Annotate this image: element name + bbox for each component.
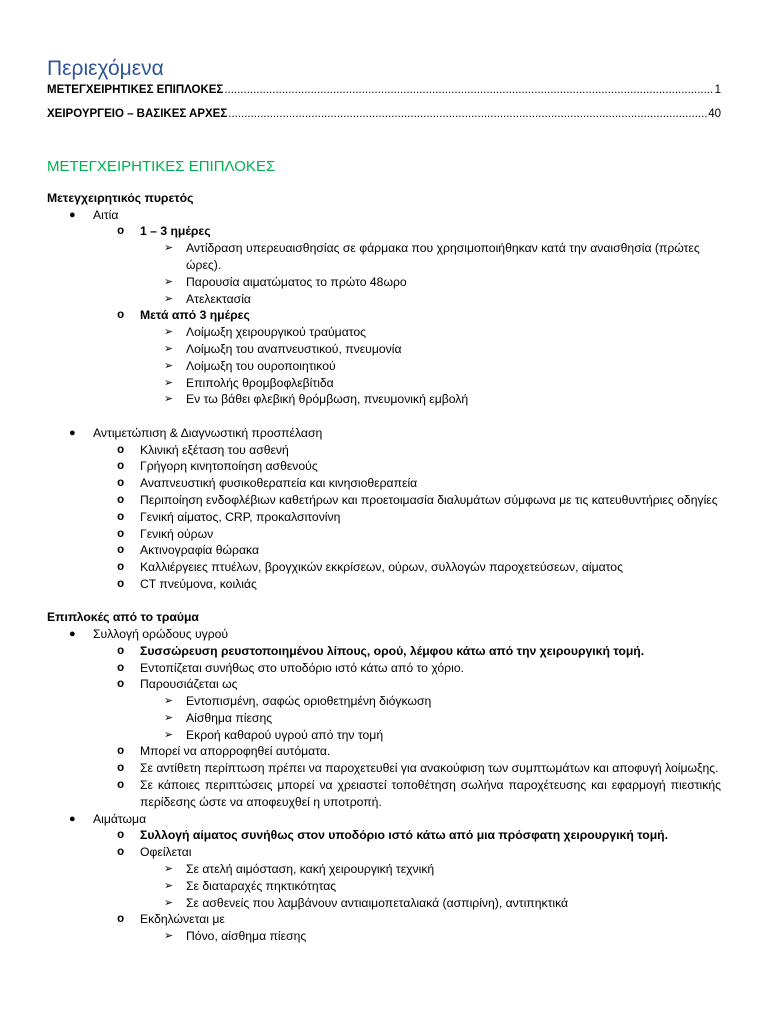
list-item-text: Εν τω βάθει φλεβική θρόμβωση, πνευμονική εμβολή xyxy=(186,392,469,407)
list-item xyxy=(47,693,721,710)
list-item-text: Εκδηλώνεται με xyxy=(140,912,225,927)
list-item-text: Συλλογή ορώδους υγρού xyxy=(93,626,229,641)
list-item xyxy=(47,223,721,240)
list-item-text: Κλινική εξέταση του ασθενή xyxy=(140,442,289,457)
list-item xyxy=(47,475,721,492)
circle-marker: o xyxy=(117,543,125,558)
list-item-text: Παρουσία αιματώματος το πρώτο 48ωρο xyxy=(186,274,407,289)
subheading: Μετεγχειρητικός πυρετός xyxy=(47,191,194,205)
circle-marker: o xyxy=(117,526,125,541)
list-item-text: Ατελεκτασία xyxy=(186,291,251,306)
bullet-marker: ● xyxy=(69,208,76,221)
list-item xyxy=(47,760,721,777)
list-item xyxy=(47,676,721,693)
list-item xyxy=(47,727,721,744)
list-item xyxy=(47,391,721,408)
circle-marker: o xyxy=(117,308,125,323)
list-item-text: Περιποίηση ενδοφλέβιων καθετήρων και προετοιμασία διαλυμάτων σύμφωνα με τις κατευθυντήριες οδηγίες xyxy=(140,492,718,507)
bullet-marker: ● xyxy=(69,426,76,439)
arrow-marker: ➢ xyxy=(164,292,174,305)
list-item xyxy=(47,811,721,828)
list-item xyxy=(47,291,721,308)
list-item-text: Συλλογή αίματος συνήθως στον υποδόριο ιστό κάτω από μια πρόσφατη χειρουργική τομή. xyxy=(140,828,668,843)
document-body xyxy=(47,190,721,945)
circle-marker: o xyxy=(117,845,125,860)
list-item xyxy=(47,844,721,861)
list-item-text: Αιτία xyxy=(93,207,119,222)
bullet-marker: ● xyxy=(69,627,76,640)
bullet-marker: ● xyxy=(69,812,76,825)
circle-marker: o xyxy=(117,459,125,474)
list-item-text: Αιμάτωμα xyxy=(93,811,147,826)
list-item xyxy=(47,375,721,392)
arrow-marker: ➢ xyxy=(164,376,174,389)
list-item-text: Εκροή καθαρού υγρού από την τομή xyxy=(186,727,384,742)
circle-marker: o xyxy=(117,492,125,507)
list-item xyxy=(47,559,721,576)
circle-marker: o xyxy=(117,224,125,239)
list-item xyxy=(47,861,721,878)
list-item-text: Οφείλεται xyxy=(140,845,192,860)
list-item xyxy=(47,827,721,844)
arrow-marker: ➢ xyxy=(164,930,174,943)
arrow-marker: ➢ xyxy=(164,896,174,909)
list-item-text: Μετά από 3 ημέρες xyxy=(140,308,250,323)
list-item-text: Σε ασθενείς που λαμβάνουν αντιαιμοπεταλιακά (ασπιρίνη), αντιπηκτικά xyxy=(186,895,569,910)
arrow-marker: ➢ xyxy=(164,326,174,339)
toc-leader-dots xyxy=(224,83,713,98)
list-item xyxy=(47,743,721,760)
toc-entry-page: 40 xyxy=(708,108,721,120)
list-item-text: Αντιμετώπιση & Διαγνωστική προσπέλαση xyxy=(93,425,323,440)
list-item xyxy=(47,526,721,543)
list-item xyxy=(47,643,721,660)
arrow-marker: ➢ xyxy=(164,711,174,724)
list-item-text: Εντοπίζεται συνήθως στο υποδόριο ιστό κάτω από το χόριο. xyxy=(140,660,464,675)
list-item-text: Επιπολής θρομβοφλεβίτιδα xyxy=(186,375,334,390)
circle-marker: o xyxy=(117,660,125,675)
list-item xyxy=(47,626,721,643)
list-item xyxy=(47,660,721,677)
list-item-text: CT πνεύμονα, κοιλιάς xyxy=(140,576,257,591)
list-item-text: Σε διαταραχές πηκτικότητας xyxy=(186,878,337,893)
circle-marker: o xyxy=(117,442,125,457)
circle-marker: o xyxy=(117,912,125,927)
circle-marker: o xyxy=(117,778,125,793)
list-item-text: Αναπνευστική φυσικοθεραπεία και κινησιοθεραπεία xyxy=(140,476,418,491)
list-item xyxy=(47,274,721,291)
list-item-text: Γενική αίματος, CRP, προκαλσιτονίνη xyxy=(140,509,341,524)
circle-marker: o xyxy=(117,643,125,658)
circle-marker: o xyxy=(117,476,125,491)
list-item-text: Λοίμωξη του ουροποιητικού xyxy=(186,358,336,373)
list-item-text: Ακτινογραφία θώρακα xyxy=(140,543,259,558)
list-item-text: Μπορεί να απορροφηθεί αυτόματα. xyxy=(140,744,331,759)
list-item xyxy=(47,240,721,274)
list-item xyxy=(47,878,721,895)
list-item-text: Αντίδραση υπερευαισθησίας σε φάρμακα που χρησιμοποιήθηκαν κατά την αναισθησία (πρώτες ώρες). xyxy=(186,241,700,272)
list-item xyxy=(47,509,721,526)
spacer xyxy=(47,408,721,425)
list-item-text: Αίσθημα πίεσης xyxy=(186,710,273,725)
circle-marker: o xyxy=(117,828,125,843)
list-item-text: Σε ατελή αιμόσταση, κακή χειρουργική τεχνική xyxy=(186,862,435,877)
list-item xyxy=(47,710,721,727)
arrow-marker: ➢ xyxy=(164,879,174,892)
list-item xyxy=(47,542,721,559)
arrow-marker: ➢ xyxy=(164,728,174,741)
toc-entry-text[interactable]: ΧΕΙΡΟΥΡΓΕΙΟ – ΒΑΣΙΚΕΣ ΑΡΧΕΣ xyxy=(47,108,228,120)
list-item-text: Γρήγορη κινητοποίηση ασθενούς xyxy=(140,459,318,474)
toc-entry-page: 1 xyxy=(714,84,721,96)
list-item-text: Παρουσιάζεται ως xyxy=(140,677,238,692)
circle-marker: o xyxy=(117,509,125,524)
list-item xyxy=(47,895,721,912)
arrow-marker: ➢ xyxy=(164,242,174,255)
circle-marker: o xyxy=(117,744,125,759)
list-item xyxy=(47,928,721,945)
list-item-text: Εντοπισμένη, σαφώς οριοθετημένη διόγκωση xyxy=(186,694,432,709)
circle-marker: o xyxy=(117,677,125,692)
toc-leader-dots xyxy=(228,107,707,122)
list-item xyxy=(47,324,721,341)
list-item-text: Σε αντίθετη περίπτωση πρέπει να παροχετευθεί για ανακούφιση των συμπτωμάτων και αποφυγή λοίμωξης. xyxy=(140,761,719,776)
toc-entry-text[interactable]: ΜΕΤΕΓΧΕΙΡΗΤΙΚΕΣ ΕΠΙΠΛΟΚΕΣ xyxy=(47,84,224,96)
list-item xyxy=(47,358,721,375)
toc-title: Περιεχόμενα xyxy=(47,57,164,80)
list-item xyxy=(47,911,721,928)
list-item-text: Γενική ούρων xyxy=(140,526,214,541)
toc-entry[interactable] xyxy=(47,83,721,98)
spacer xyxy=(47,593,721,610)
list-item-text: Πόνο, αίσθημα πίεσης xyxy=(186,929,307,944)
list-item xyxy=(47,777,721,811)
list-item xyxy=(47,576,721,593)
list-item-text: Συσσώρευση ρευστοποιημένου λίπους, ορού, λέμφου κάτω από την χειρουργική τομή. xyxy=(140,643,645,658)
list-item xyxy=(47,492,721,509)
arrow-marker: ➢ xyxy=(164,863,174,876)
list-item xyxy=(47,207,721,224)
list-item xyxy=(47,442,721,459)
list-item-text: Σε κάποιες περιπτώσεις μπορεί να χρειαστεί τοποθέτηση σωλήνα παροχέτευσης και εφαρμογή πιεστικής περίδεσης ώστε να αποφευχθεί η υποτροπή. xyxy=(140,778,721,809)
list-item-text: Καλλιέργειες πτυέλων, βρογχικών εκκρίσεων, ούρων, συλλογών παροχετεύσεων, αίματος xyxy=(140,560,623,575)
list-item xyxy=(47,341,721,358)
toc-entry[interactable] xyxy=(47,107,721,122)
arrow-marker: ➢ xyxy=(164,393,174,406)
circle-marker: o xyxy=(117,560,125,575)
list-item xyxy=(47,307,721,324)
arrow-marker: ➢ xyxy=(164,342,174,355)
list-item-text: Λοίμωξη του αναπνευστικού, πνευμονία xyxy=(186,341,402,356)
list-item xyxy=(47,425,721,442)
list-item-text: Λοίμωξη χειρουργικού τραύματος xyxy=(186,325,367,340)
arrow-marker: ➢ xyxy=(164,695,174,708)
list-item xyxy=(47,458,721,475)
circle-marker: o xyxy=(117,576,125,591)
arrow-marker: ➢ xyxy=(164,359,174,372)
section-title: ΜΕΤΕΓΧΕΙΡΗΤΙΚΕΣ ΕΠΙΠΛΟΚΕΣ xyxy=(47,158,276,175)
circle-marker: o xyxy=(117,761,125,776)
arrow-marker: ➢ xyxy=(164,275,174,288)
subheading: Επιπλοκές από το τραύμα xyxy=(47,610,199,625)
list-item-text: 1 – 3 ημέρες xyxy=(140,224,211,239)
